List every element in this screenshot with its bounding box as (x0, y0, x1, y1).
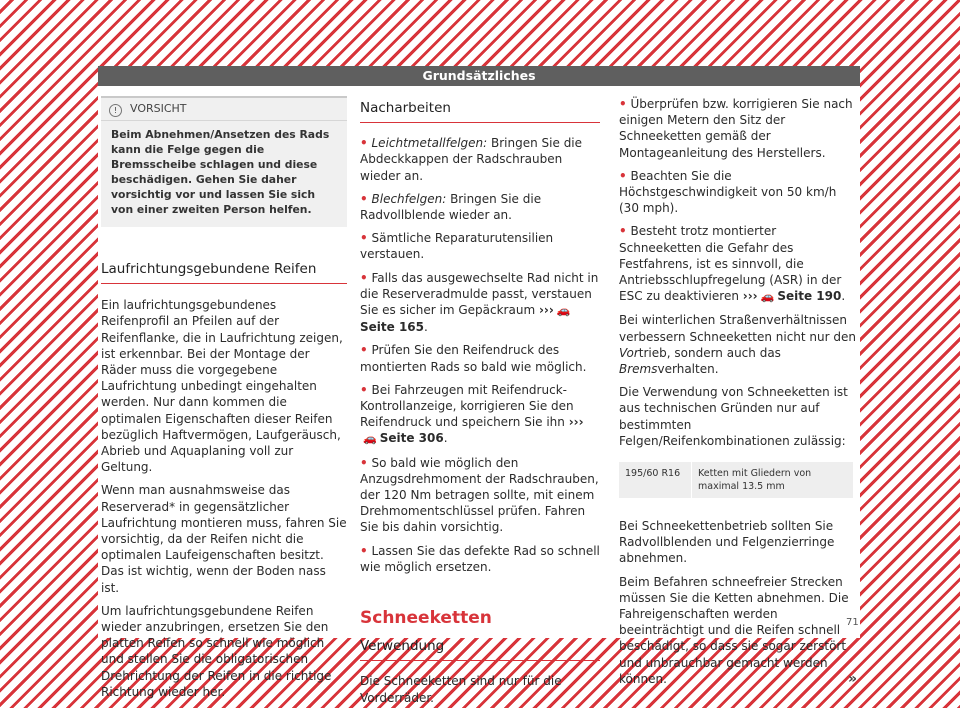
caution-header (101, 98, 347, 121)
section-heading-laufrichtung: Laufrichtungsgebundene Reifen (101, 261, 347, 284)
ref-arrows: ››› (568, 415, 584, 430)
car-with-book-icon: 🚗 (363, 432, 377, 446)
paragraph: Bei Schneekettenbetrieb sollten Sie Radvollblenden und Felgenzierringe abnehmen. (619, 519, 835, 566)
bullet-item: • Falls das ausgewechselte Rad nicht in die Reserveradmulde passt, verstauen Sie es sicher im Gepäckraum ››› 🚗Seite 165. (360, 270, 599, 335)
paragraph: Die Verwendung von Schneeketten ist aus technischen Gründen nur auf bestimmten Felgen/Reifenkombinationen zulässig: (619, 385, 848, 448)
section-heading-nacharbeiten: Nacharbeiten (360, 96, 600, 123)
bullet-item: • Bei Fahrzeugen mit Reifendruck-Kontrollanzeige, korrigieren Sie den Reifendruck und speichern Sie ihn ›››🚗 Seite 306. (360, 382, 600, 448)
paragraph: Wenn man ausnahmsweise das Reserverad* in gegensätzlicher Laufrichtung montieren muss, fahren Sie vorsichtig, da der Reifen nicht die optimalen Laufeigenschaften besitzt. Das ist wichtig, wenn der Boden nass ist. (101, 483, 347, 595)
bullet-item: • Besteht trotz montierter Schneeketten die Gefahr des Festfahrens, ist es sinnvoll, die Antriebsschlupfregelung (ASR) in der ESC zu deaktivieren ››› 🚗 Seite 190. (619, 223, 857, 305)
table-row (619, 462, 853, 498)
paragraph: Die Schneeketten sind nur für die Vorderräder. (360, 674, 562, 705)
paragraph: Bei winterlichen Straßenverhältnissen verbessern Schneeketten nicht nur den Vortrieb, sondern auch das Bremsverhalten. (619, 313, 856, 377)
paragraph: Ein laufrichtungsgebundenes Reifenprofil an Pfeilen auf der Reifenflanke, die in Laufrichtung zeigen, ist erkennbar. Bei der Montage der Räder muss die vorgegebene Laufrichtung unbedingt eingehalten werden. Nur dann kommen die optimalen Eigenschaften dieser Reifen bezüglich Haftvermögen, Laufgeräusch, Abrieb und Aquaplaning voll zur Geltung. (101, 298, 343, 475)
car-with-book-icon: 🚗 (760, 290, 775, 304)
bullet-item: • Prüfen Sie den Reifendruck des montierten Rads so bald wie möglich. (360, 343, 587, 374)
bullet-item: • Sämtliche Reparaturutensilien verstauen. (360, 231, 554, 262)
page-header: Grundsätzliches (98, 66, 860, 86)
bullet-item: • Leichtmetallfelgen: Bringen Sie die Abdeckkappen der Radschrauben wieder an. (360, 136, 583, 183)
bullet-item: • Blechfelgen: Bringen Sie die Radvollblende wieder an. (360, 191, 542, 223)
bullet-item: • So bald wie möglich den Anzugsdrehmoment der Radschrauben, der 120 Nm betragen sollte, mit einem Drehmomentschlüssel prüfen. Fahren Sie bis dahin vorsichtig. (360, 455, 599, 535)
bullet-item: • Lassen Sie das defekte Rad so schnell wie möglich ersetzen. (360, 543, 600, 574)
bullet-item: • Beachten Sie die Höchstgeschwindigkeit von 50 km/h (30 mph). (619, 168, 837, 216)
caution-text: Beim Abnehmen/Ansetzen des Rads kann die Felge gegen die Bremsscheibe schlagen und diese beschädigen. Gehen Sie daher vorsichtig vor und lassen Sie sich von einer zweiten Person helfen. (111, 128, 330, 216)
caution-heading: VORSICHT (130, 102, 187, 115)
page-reference[interactable]: Seite 190 (777, 289, 842, 304)
table-cell: 195/60 R16 (619, 462, 692, 498)
car-with-book-icon: 🚗 (556, 304, 571, 318)
caution-box (101, 96, 347, 227)
column-right (619, 96, 857, 694)
page-number: 71 (846, 617, 859, 628)
rim-tire-table (619, 462, 853, 498)
column-left (101, 96, 347, 707)
bullet-item: • Überprüfen bzw. korrigieren Sie nach einigen Metern den Sitz der Schneeketten gemäß der Montageanleitung des Herstellers. (619, 97, 853, 160)
paragraph: Um laufrichtungsgebundene Reifen wieder anzubringen, ersetzen Sie den platten Reifen so schnell wie möglich und stellen Sie die obligatorischen Drehrichtung der Reifen in die richtige Richtung wieder her. (101, 603, 332, 699)
column-middle (360, 96, 600, 713)
table-cell: Ketten mit Gliedern von maximal 13.5 mm (698, 468, 812, 493)
caution-icon: ! (109, 104, 122, 117)
chapter-title: Schneeketten (360, 608, 492, 629)
continue-arrow-icon: » (847, 670, 857, 687)
page-reference[interactable]: Seite 306 (379, 431, 444, 446)
ref-arrows: ››› (538, 303, 554, 318)
paragraph: Beim Befahren schneefreier Strecken müssen Sie die Ketten abnehmen. Die Fahreigenschaften werden beeinträchtigt und die Reifen schnell beschädigt, so dass sie sogar zerstört und unbrauchbar gemacht werden können. » (619, 574, 857, 687)
page-reference[interactable]: Seite 165 (360, 320, 424, 335)
ref-arrows: ››› (742, 289, 758, 304)
section-heading-verwendung: Verwendung (360, 638, 600, 661)
